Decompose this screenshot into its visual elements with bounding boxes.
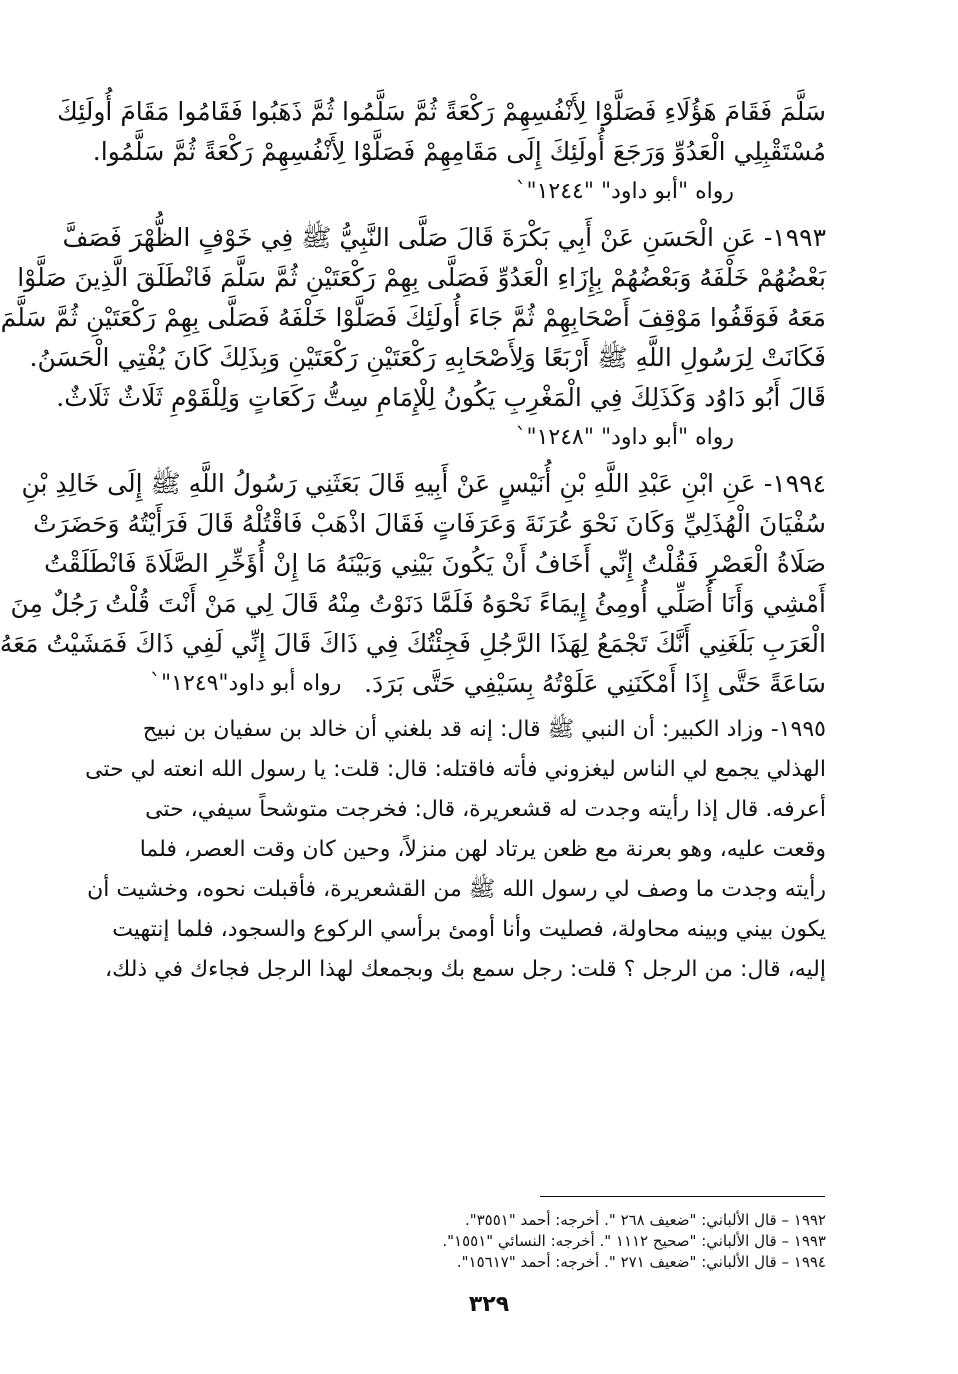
hadith-line: رأيته وجدت ما وصف لي رسول الله ﷺ من القشعريرة، فأقبلت نحوه، وخشيت أن (87, 877, 826, 902)
hadith-line: الهذلي يجمع لي الناس ليغزوني فأته فاقتله: قال: قلت: يا رسول الله انعته لي حتى (85, 757, 826, 782)
continuation-line: مُسْتَقْبِلِي الْعَدُوِّ وَرَجَعَ أُولَئِكَ إِلَى مَقَامِهِمْ فَصَلَّوْا لِأَنْفُسِهِمْ رَكْعَةً ثُمَّ سَلَّمُوا. (92, 137, 826, 166)
footnotes (266, 1210, 826, 1273)
hadith-line: إليه، قال: من الرجل ؟ قلت: رجل سمع بك وبجمعك لهذا الرجل فجاءك في ذلك، (105, 957, 826, 982)
main-text (0, 92, 826, 990)
hadith-line: ١٩٩٤- عَنِ ابْنِ عَبْدِ اللَّهِ بْنِ أُنَيْسٍ عَنْ أَبِيهِ قَالَ بَعَثَنِي رَسُولُ اللَّهِ ﷺ إِلَى خَالِدِ بْنِ (21, 469, 826, 498)
hadith-1994 (0, 464, 826, 704)
continuation-line: سَلَّمَ فَقَامَ هَؤُلَاءِ فَصَلَّوْا لِأَنْفُسِهِمْ رَكْعَةً ثُمَّ سَلَّمُوا ثُمَّ ذَهَبُوا فَقَامُوا مَقَامَ أُولَئِكَ (57, 97, 826, 126)
riwaya-reference: رواه "أبو داود" "١٢٤٨"` (515, 425, 734, 450)
footnote-1993: ١٩٩٣ – قال الألباني: "صحيح ١١١٢ ". أخرجه: النسائي "١٥٥١". (442, 1232, 826, 1250)
hadith-1993 (0, 218, 826, 458)
hadith-line-end: سَاعَةً حَتَّى إِذَا أَمْكَنَنِي عَلَوْتُهُ بِسَيْفِي حَتَّى بَرَدَ. (364, 669, 826, 698)
footnote-divider (540, 1196, 825, 1197)
hadith-line: ١٩٩٥- وزاد الكبير: أن النبي ﷺ قال: إنه قد بلغني أن خالد بن سفيان بن نبيح (142, 717, 826, 742)
hadith-line: سُفْيَانَ الْهُذَلِيِّ وَكَانَ نَحْوَ عُرَنَةَ وَعَرَفَاتٍ فَقَالَ اذْهَبْ فَاقْتُلْهُ قَالَ فَرَأَيْتُهُ وَحَضَرَتْ (33, 509, 826, 538)
hadith-1995 (85, 710, 826, 990)
hadith-line: قَالَ أَبُو دَاوُد وَكَذَلِكَ فِي الْمَغْرِبِ يَكُونُ لِلْإِمَامِ سِتُّ رَكَعَاتٍ وَلِلْقَوْمِ ثَلَاثٌ ثَلَاثٌ. (56, 383, 826, 412)
hadith-line: يكون بيني وبينه محاولة، فصليت وأنا أومئ برأسي الركوع والسجود، فلما إنتهيت (112, 917, 826, 942)
hadith-last-line (150, 664, 826, 704)
hadith-line: مَعَهُ فَوَقَفُوا مَوْقِفَ أَصْحَابِهِمْ ثُمَّ جَاءَ أُولَئِكَ فَصَلَّوْا خَلْفَهُ فَصَلَّى بِهِمْ رَكْعَتَيْنِ ثُمَّ سَلَّمَ (0, 303, 826, 332)
riwaya-reference: رواه أبو داود"١٢٤٩"` (150, 671, 342, 696)
hadith-line: أَمْشِي وَأَنَا أُصَلِّي أُومِئُ إِيمَاءً نَحْوَهُ فَلَمَّا دَنَوْتُ مِنْهُ قَالَ لِي مَنْ أَنْتَ قُلْتُ رَجُلٌ مِنَ (10, 589, 826, 618)
hadith-line: فَكَانَتْ لِرَسُولِ اللَّهِ ﷺ أَرْبَعًا وَلِأَصْحَابِهِ رَكْعَتَيْنِ رَكْعَتَيْنِ وَبِذَلِكَ كَانَ يُفْتِي الْحَسَنُ. (29, 343, 826, 372)
footnote-1994: ١٩٩٤ – قال الألباني: "ضعيف ٢٧١ ". أخرجه: أحمد "١٥٦١٧". (456, 1253, 826, 1271)
hadith-line: أعرفه. قال إذا رأيته وجدت له قشعريرة، قال: فخرجت متوشحاً سيفي، حتى (145, 797, 826, 822)
hadith-line: صَلَاةُ الْعَصْرِ فَقُلْتُ إِنِّي أَخَافُ أَنْ يَكُونَ بَيْنِي وَبَيْنَهُ مَا إِنْ أُؤَخِّرِ الصَّلَاةَ فَانْطَلَقْتُ (44, 549, 826, 578)
footnote-1992: ١٩٩٢ – قال الألباني: "ضعيف ٢٦٨ ". أخرجه: أحمد "٣٥٥١". (464, 1211, 826, 1229)
page-number: ٣٢٩ (468, 1292, 510, 1317)
hadith-line: وقعت عليه، وهو بعرنة مع ظعن يرتاد لهن منزلاً، وحين كان وقت العصر، فلما (139, 837, 826, 862)
hadith-line: ١٩٩٣- عَنِ الْحَسَنِ عَنْ أَبِي بَكْرَةَ قَالَ صَلَّى النَّبِيُّ ﷺ فِي خَوْفٍ الظُّهْرَ فَصَفَّ (62, 223, 826, 252)
riwaya-reference: رواه "أبو داود" "١٢٤٤"` (515, 179, 734, 204)
hadith-line: بَعْضُهُمْ خَلْفَهُ وَبَعْضُهُمْ بِإِزَاءِ الْعَدُوِّ فَصَلَّى بِهِمْ رَكْعَتَيْنِ ثُمَّ سَلَّمَ فَانْطَلَقَ الَّذِينَ صَلَّوْا (17, 263, 826, 292)
hadith-line: الْعَرَبِ بَلَغَنِي أَنَّكَ تَجْمَعُ لِهَذَا الرَّجُلِ فَجِئْتُكَ فِي ذَاكَ قَالَ إِنِّي لَفِي ذَاكَ فَمَشَيْتُ مَعَهُ (0, 629, 826, 658)
